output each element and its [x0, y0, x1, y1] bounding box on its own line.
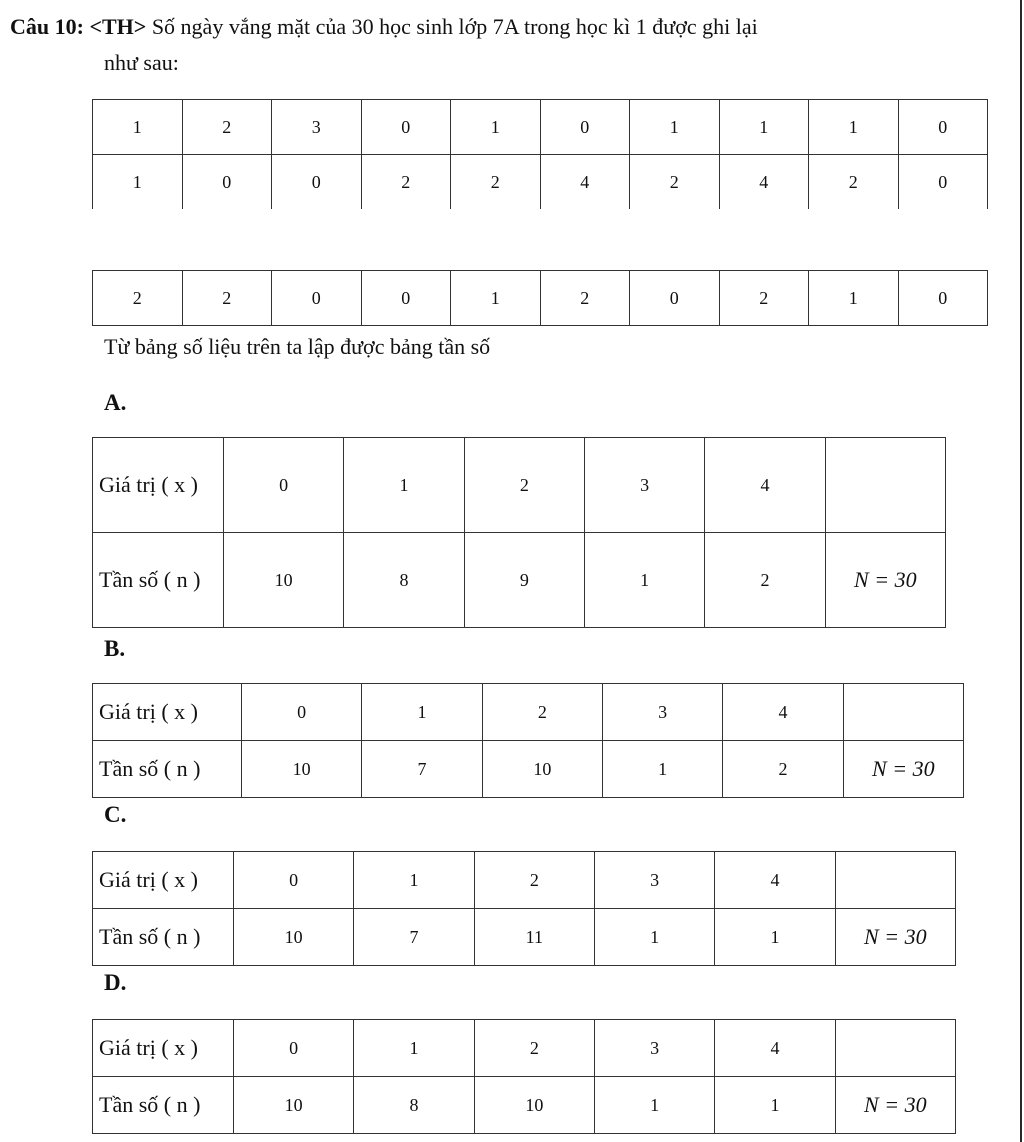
table-cell: 1 — [719, 100, 809, 155]
table-cell: 0 — [540, 100, 630, 155]
table-cell: 1 — [715, 909, 835, 966]
frequency-header: Tần số ( n ) — [93, 533, 224, 628]
table-cell: 2 — [182, 100, 272, 155]
question-line-1 — [10, 14, 758, 40]
table-cell — [825, 438, 945, 533]
table-cell: 2 — [474, 1020, 594, 1077]
table-cell: 8 — [354, 1077, 474, 1134]
value-header: Giá trị ( x ) — [93, 852, 234, 909]
table-cell: 11 — [474, 909, 594, 966]
table-row — [93, 741, 964, 798]
table-cell: 2 — [809, 155, 899, 210]
table-cell: 2 — [464, 438, 584, 533]
table-cell: 1 — [584, 533, 704, 628]
table-cell: 0 — [898, 155, 988, 210]
table-cell: 1 — [354, 1020, 474, 1077]
table-cell: 2 — [361, 155, 451, 210]
option-d-label[interactable]: D. — [104, 970, 127, 995]
question-text: Số ngày vắng mặt của 30 học sinh lớp 7A trong học kì 1 được ghi lại — [151, 14, 758, 39]
table-row — [93, 1020, 956, 1077]
table-cell: 1 — [451, 100, 541, 155]
table-cell: 3 — [594, 852, 714, 909]
table-cell: 7 — [354, 909, 474, 966]
table-row — [93, 100, 988, 155]
table-cell: 0 — [630, 271, 720, 326]
table-cell: 10 — [234, 909, 354, 966]
option-b-label[interactable]: B. — [104, 636, 126, 661]
total-n-cell: N = 30 — [835, 1077, 955, 1134]
frequency-header: Tần số ( n ) — [93, 741, 242, 798]
table-cell: 0 — [898, 100, 988, 155]
table-row — [93, 684, 964, 741]
table-cell: 3 — [272, 100, 362, 155]
option-d-frequency-table — [92, 1019, 956, 1134]
table-cell: 2 — [182, 271, 272, 326]
table-cell: 2 — [474, 852, 594, 909]
table-cell: 10 — [224, 533, 344, 628]
table-cell: 1 — [451, 271, 541, 326]
table-cell: 0 — [898, 271, 988, 326]
table-cell: 1 — [809, 100, 899, 155]
table-cell: 0 — [224, 438, 344, 533]
table-cell: 3 — [594, 1020, 714, 1077]
table-cell: 1 — [630, 100, 720, 155]
table-cell: 2 — [93, 271, 183, 326]
table-cell: 1 — [602, 741, 722, 798]
table-cell: 1 — [594, 909, 714, 966]
question-number: Câu 10: — [10, 14, 84, 39]
option-c-label[interactable]: C. — [104, 802, 127, 827]
table-cell: 2 — [719, 271, 809, 326]
table-cell: 2 — [451, 155, 541, 210]
table-cell: 7 — [362, 741, 482, 798]
table-cell: 1 — [809, 271, 899, 326]
table-cell: 10 — [482, 741, 602, 798]
table-cell: 1 — [93, 100, 183, 155]
option-c-frequency-table — [92, 851, 956, 966]
table-cell: 8 — [344, 533, 464, 628]
table-cell: 10 — [234, 1077, 354, 1134]
table-cell: 4 — [715, 852, 835, 909]
table-cell: 1 — [362, 684, 482, 741]
table-cell: 2 — [630, 155, 720, 210]
table-cell: 1 — [594, 1077, 714, 1134]
table-cell: 1 — [354, 852, 474, 909]
table-cell: 1 — [715, 1077, 835, 1134]
table-row — [93, 438, 946, 533]
frequency-header: Tần số ( n ) — [93, 909, 234, 966]
table-cell: 2 — [723, 741, 843, 798]
table-cell: 1 — [344, 438, 464, 533]
option-a-frequency-table — [92, 437, 946, 628]
value-header: Giá trị ( x ) — [93, 438, 224, 533]
table-cell: 1 — [93, 155, 183, 210]
table-cell: 0 — [242, 684, 362, 741]
table-cell: 2 — [482, 684, 602, 741]
table-cell: 3 — [584, 438, 704, 533]
table-cell: 2 — [540, 271, 630, 326]
table-cell: 4 — [715, 1020, 835, 1077]
table-cell: 0 — [361, 100, 451, 155]
table-cell — [843, 684, 963, 741]
table-cell: 0 — [234, 1020, 354, 1077]
table-cell: 0 — [182, 155, 272, 210]
raw-data-table-part-2 — [92, 270, 988, 326]
table-cell: 2 — [705, 533, 825, 628]
option-b-frequency-table — [92, 683, 964, 798]
table-cell: 0 — [272, 271, 362, 326]
table-cell: 10 — [242, 741, 362, 798]
table-cell: 0 — [361, 271, 451, 326]
table-cell: 3 — [602, 684, 722, 741]
instruction-note: Từ bảng số liệu trên ta lập được bảng tần số — [104, 334, 491, 359]
table-cell — [835, 1020, 955, 1077]
table-cell: 0 — [234, 852, 354, 909]
table-row — [93, 1077, 956, 1134]
total-n-cell: N = 30 — [835, 909, 955, 966]
table-row — [93, 852, 956, 909]
table-row — [93, 909, 956, 966]
value-header: Giá trị ( x ) — [93, 684, 242, 741]
table-row — [93, 533, 946, 628]
table-cell: 4 — [705, 438, 825, 533]
table-row — [93, 155, 988, 210]
total-n-cell: N = 30 — [843, 741, 963, 798]
page-edge-divider — [1020, 0, 1022, 1142]
total-n-cell: N = 30 — [825, 533, 945, 628]
table-cell: 9 — [464, 533, 584, 628]
option-a-label[interactable]: A. — [104, 390, 127, 415]
table-cell: 0 — [272, 155, 362, 210]
question-level: <TH> — [89, 14, 147, 39]
value-header: Giá trị ( x ) — [93, 1020, 234, 1077]
table-cell — [835, 852, 955, 909]
table-row — [93, 271, 988, 326]
question-line-2: như sau: — [104, 50, 179, 75]
table-cell: 4 — [540, 155, 630, 210]
table-cell: 4 — [723, 684, 843, 741]
table-cell: 4 — [719, 155, 809, 210]
frequency-header: Tần số ( n ) — [93, 1077, 234, 1134]
raw-data-table-part-1 — [92, 99, 988, 209]
table-cell: 10 — [474, 1077, 594, 1134]
